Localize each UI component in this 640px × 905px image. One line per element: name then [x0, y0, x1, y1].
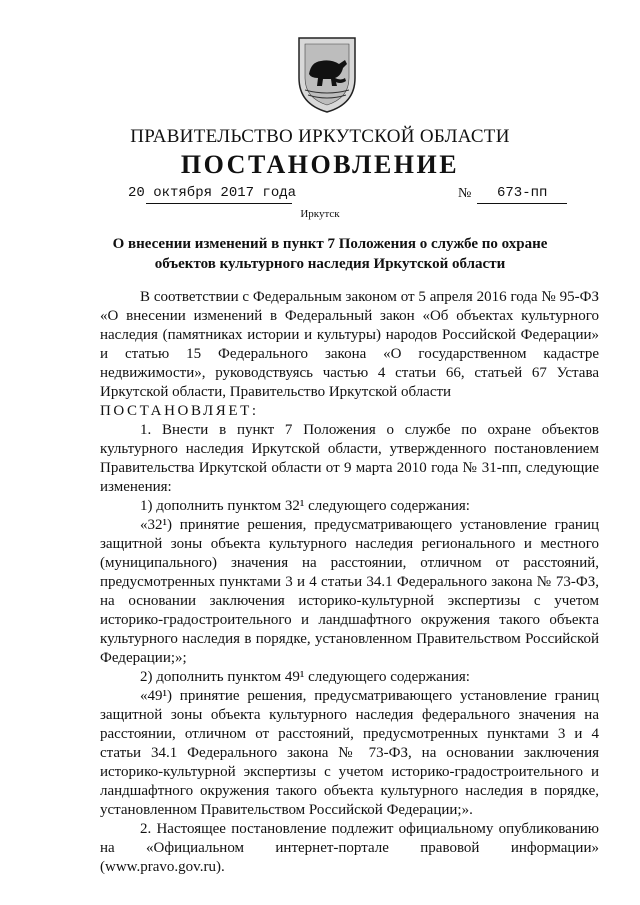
point-32-1-paragraph: «32¹) принятие решения, предусматривающего установление границ защитной зоны объекта культурного наследия регионального и местного (муниципального) значения на расстоянии, отличном от расстояний, предусмотренных пунктами 3 и 4 статьи 34.1 Федерального закона № 73-ФЗ, на основании заключения историко-культурной экспертизы с учетом историко-градостроительного и ландшафтного окружения такого объекта культурного наследия в порядке, установленном Правительством Российской Федерации;»;	[100, 517, 599, 666]
clause-2-paragraph: 2. Настоящее постановление подлежит официальному опубликованию на «Официальном интернет-портале правовой информации» (www.pravo.gov.ru).	[100, 821, 599, 875]
subclause-1-paragraph: 1) дополнить пунктом 32¹ следующего содержания:	[140, 498, 470, 514]
clause-1-paragraph: 1. Внести в пункт 7 Положения о службе по охране объектов культурного наследия Иркутской области, утвержденного постановлением Правительства Иркутской области от 9 марта 2010 года № 31-пп, следующие изменения:	[100, 422, 599, 495]
number-underline	[477, 203, 567, 204]
government-name: ПРАВИТЕЛЬСТВО ИРКУТСКОЙ ОБЛАСТИ	[130, 126, 510, 147]
document-type: ПОСТАНОВЛЕНИЕ	[180, 150, 460, 179]
document-title: О внесении изменений в пункт 7 Положения о службе по охране объектов культурного наследия Иркутской области	[112, 236, 548, 272]
preamble-paragraph: В соответствии с Федеральным законом от 5 апреля 2016 года № 95-ФЗ «О внесении изменений в Федеральный закон «Об объектах культурного наследия (памятниках истории и культуры) народов Российской Федерации» и статью 15 Федерального закона «О государственном кадастре недвижимости», руководствуясь частью 4 статьи 66, статьей 67 Устава Иркутской области, Правительство Иркутской области	[100, 289, 599, 400]
irkutsk-coat-of-arms-icon	[295, 34, 359, 114]
subclause-2-paragraph: 2) дополнить пунктом 49¹ следующего содержания:	[140, 669, 470, 685]
date-underline	[146, 203, 292, 204]
document-body	[100, 288, 599, 877]
date-number-row	[0, 185, 640, 207]
city-name: Иркутск	[300, 208, 340, 220]
point-49-1-paragraph: «49¹) принятие решения, предусматривающего установление границ защитной зоны объекта культурного наследия федерального значения на расстоянии, отличном от расстояний, предусмотренных пунктами 3 и 4 статьи 34.1 Федерального закона № 73-ФЗ, на основании заключения историко-культурной экспертизы с учетом историко-градостроительного и ландшафтного окружения такого объекта культурного наследия в порядке, установленном Правительством Российской Федерации;».	[100, 688, 599, 818]
number-sign: №	[458, 186, 472, 201]
resolves-heading: ПОСТАНОВЛЯЕТ:	[100, 403, 259, 419]
document-date: 20 октября 2017 года	[128, 185, 297, 201]
document-number: 673-пп	[497, 185, 548, 201]
